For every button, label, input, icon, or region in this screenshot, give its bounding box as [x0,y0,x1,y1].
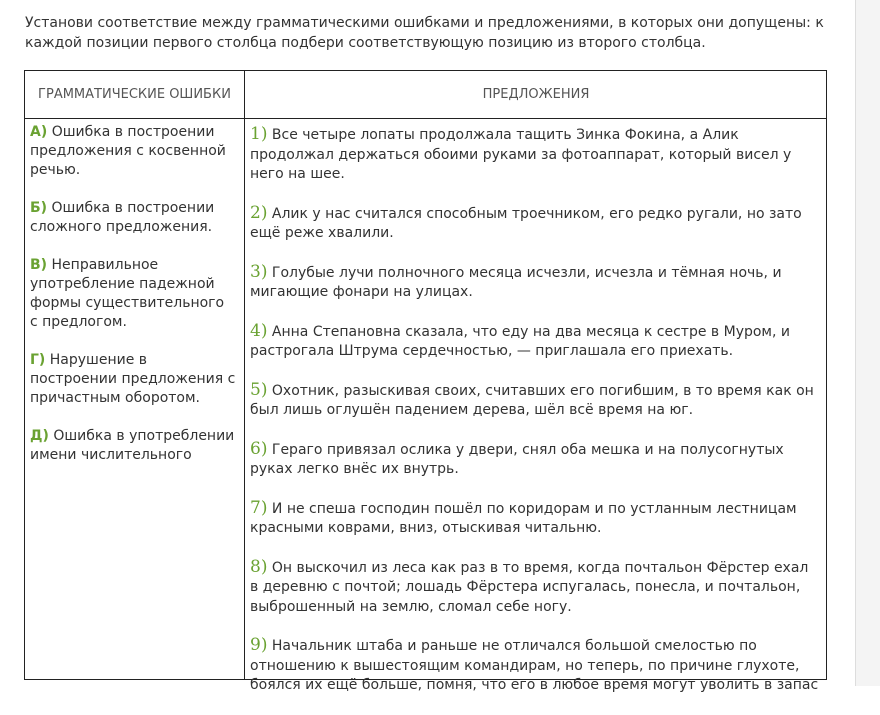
sentence-number: 9) [250,635,268,655]
sentence-text: Голубые лучи полночного месяца исчезли, исчезла и тёмная ночь, и мигающие фонари на улицах. [250,264,782,300]
error-letter: А) [30,124,48,140]
sentence-text: Охотник, разыскивая своих, считавших его погибшим, в то время как он был лишь оглушён падением дерева, шёл всё время на юг. [250,382,814,418]
error-item-v [30,256,236,332]
error-text: Ошибка в построении предложения с косвенной речью. [30,124,226,178]
error-item-d [30,427,236,465]
sentence-item-5 [250,381,820,421]
sentence-text: Начальник штаба и раньше не отличался большой смелостью по отношению к вышестоящим командирам, но теперь, по причине глухоте, боялся их ещё больше, помня, что его в любое время могут уволить в запас [250,638,819,693]
errors-column-header [25,71,244,118]
error-text: Ошибка в употреблении имени числительного [30,428,235,463]
sentence-text: И не спеша господин пошёл по коридорам и по устланным лестницам красными коврами, вниз, отыскивая читальню. [250,500,797,536]
sentence-text: Алик у нас считался способным троечником, его редко ругали, но зато ещё реже хвалили. [250,205,802,241]
task-instruction: Установи соответствие между грамматическими ошибками и предложениями, в которых они допущены: к каждой позиции первого столбца подбери соответствующую позицию из второго столбца. [25,15,824,51]
error-letter: Г) [30,352,46,368]
sentence-item-7 [250,499,820,539]
error-letter: Д) [30,428,49,444]
error-item-g [30,351,236,408]
sentence-text: Гераго привязал ослика у двери, снял оба мешка и на полусогнутых руках легко внёс их внутрь. [250,441,784,477]
sentence-number: 8) [250,556,268,577]
sentence-number: 2) [250,202,268,223]
sentence-number: 6) [250,438,268,459]
errors-list [30,123,236,484]
sentence-number: 7) [250,497,268,518]
header-divider [25,118,826,119]
error-text: Нарушение в построении предложения с причастным оборотом. [30,352,236,406]
sentence-item-2 [250,204,820,244]
sentence-number: 5) [250,379,268,400]
error-text: Неправильное употребление падежной формы существительного с предлогом. [30,257,225,330]
sentence-number: 1) [250,124,268,144]
error-item-a [30,123,236,180]
matching-table [24,70,827,693]
sentences-list [250,125,820,715]
sentence-item-8 [250,558,820,618]
error-letter: В) [30,257,48,273]
page-scrollbar[interactable] [855,0,880,686]
error-text: Ошибка в построении сложного предложения. [30,200,215,235]
sentence-item-4 [250,322,820,362]
sentence-item-3 [250,263,820,303]
sentence-text: Все четыре лопаты продолжала тащить Зинка Фокина, а Алик продолжал держаться обоими руками за фотоаппарат, который висел у него на шее. [250,127,792,182]
sentence-item-6 [250,440,820,480]
sentence-text: Анна Степановна сказала, что еду на два месяца к сестре в Муром, и растрогала Штрума сердечностью, — приглашала его приехать. [250,323,790,359]
sentence-item-9 [250,636,820,696]
sentences-column-header [245,71,827,118]
sentence-number: 3) [250,261,268,282]
column-divider [244,71,245,679]
errors-column-header-label: ГРАММАТИЧЕСКИЕ ОШИБКИ [38,86,231,102]
sentence-text: Он выскочил из леса как раз в то время, когда почтальон Фёрстер ехал в деревню с почтой; лошадь Фёрстера испугалась, понесла, и почтальон, выброшенный на землю, сломал себе ногу. [250,559,809,615]
sentences-column-header-label: ПРЕДЛОЖЕНИЯ [482,86,590,102]
sentence-item-1 [250,125,820,185]
sentence-number: 4) [250,320,268,341]
error-letter: Б) [30,200,48,216]
error-item-b [30,199,236,237]
